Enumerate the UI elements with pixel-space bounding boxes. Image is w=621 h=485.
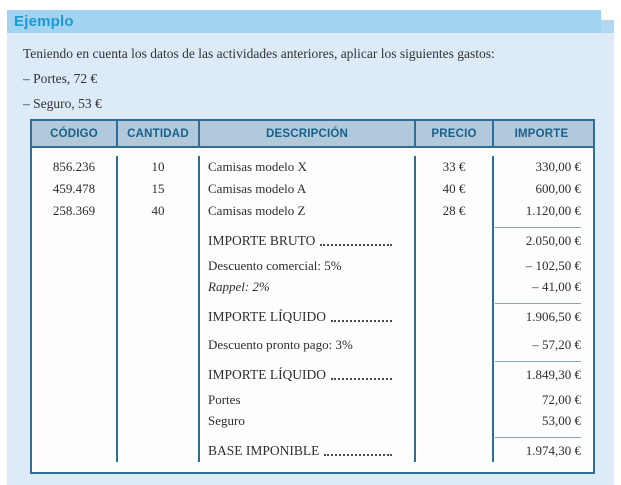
table-row-importe-liquido-1 (32, 298, 593, 328)
codigo-cell (32, 222, 116, 252)
table-row-importe-liquido-2 (32, 356, 593, 386)
cantidad-cell (116, 277, 198, 298)
cantidad-cell (116, 252, 198, 277)
header-band-corner-step (601, 20, 614, 33)
precio-cell (414, 298, 492, 328)
table-row-descuento-comercial (32, 252, 593, 277)
example-header-band (7, 10, 614, 33)
invoice-table (30, 119, 595, 474)
cantidad-cell (116, 432, 198, 462)
codigo-cell (32, 432, 116, 462)
sum-rule (495, 227, 581, 229)
descripcion-cell (198, 432, 414, 462)
codigo-cell (32, 252, 116, 277)
example-box (7, 10, 614, 485)
precio-cell: 28 € (414, 200, 492, 222)
table-row (32, 156, 593, 178)
codigo-cell (32, 328, 116, 356)
importe-cell: – 102,50 € (492, 252, 589, 277)
intro-text: Teniendo en cuenta los datos de las actividades anteriores, aplicar los siguientes gastos: (23, 46, 495, 61)
total-label: IMPORTE LÍQUIDO (208, 367, 327, 382)
cantidad-cell: 15 (116, 178, 198, 200)
importe-cell (492, 356, 589, 386)
table-header-row (32, 121, 593, 148)
importe-cell: – 41,00 € (492, 277, 589, 298)
table-row-portes (32, 386, 593, 411)
table-row-descuento-pronto-pago (32, 328, 593, 356)
codigo-cell: 258.369 (52, 203, 96, 218)
importe-value: 1.974,30 € (525, 443, 581, 458)
cantidad-cell (116, 356, 198, 386)
descripcion-cell: Seguro (198, 411, 414, 432)
table-row (32, 178, 593, 200)
header-cantidad: CANTIDAD (116, 121, 198, 146)
descripcion-cell: Camisas modelo Z (198, 200, 414, 222)
cantidad-cell (116, 386, 198, 411)
codigo-cell (32, 386, 116, 411)
precio-cell (414, 432, 492, 462)
precio-cell: 33 € (414, 156, 492, 178)
header-band-bar (7, 10, 601, 33)
descripcion-cell: Camisas modelo A (198, 178, 414, 200)
cantidad-cell (116, 328, 198, 356)
table-body (32, 148, 593, 472)
descripcion-cell (198, 298, 414, 328)
table-row-rappel (32, 277, 593, 298)
cantidad-cell (116, 298, 198, 328)
cantidad-cell: 10 (116, 156, 198, 178)
descripcion-cell (198, 356, 414, 386)
importe-cell: 1.120,00 € (492, 200, 589, 222)
table-row (32, 200, 593, 222)
sum-rule (495, 437, 581, 439)
dotted-leader (331, 378, 392, 380)
precio-cell (414, 328, 492, 356)
descripcion-cell: Descuento comercial: 5% (198, 252, 414, 277)
dotted-leader (320, 244, 392, 246)
importe-cell: 330,00 € (492, 156, 589, 178)
importe-value: 1.849,30 € (525, 367, 581, 382)
bullet-seguro: – Seguro, 53 € (23, 96, 102, 111)
precio-cell (414, 277, 492, 298)
cantidad-cell: 40 (116, 200, 198, 222)
importe-cell: 53,00 € (492, 411, 589, 432)
table-row-base-imponible (32, 432, 593, 462)
precio-cell (414, 411, 492, 432)
importe-cell (492, 298, 589, 328)
total-label: IMPORTE LÍQUIDO (208, 309, 327, 324)
precio-cell (414, 252, 492, 277)
header-descripcion: DESCRIPCIÓN (198, 121, 414, 146)
descripcion-cell: Descuento pronto pago: 3% (198, 328, 414, 356)
total-label: IMPORTE BRUTO (208, 233, 316, 248)
dotted-leader (324, 454, 392, 456)
codigo-cell: 856.236 (52, 159, 96, 174)
precio-cell (414, 356, 492, 386)
codigo-cell: 459.478 (52, 181, 96, 196)
cantidad-cell (116, 222, 198, 252)
importe-cell (492, 432, 589, 462)
descripcion-cell: Camisas modelo X (198, 156, 414, 178)
total-label: BASE IMPONIBLE (208, 443, 320, 458)
descripcion-cell: Rappel: 2% (198, 277, 414, 298)
importe-cell: – 57,20 € (492, 328, 589, 356)
importe-cell (492, 222, 589, 252)
importe-value: 1.906,50 € (525, 309, 581, 324)
header-precio: PRECIO (414, 121, 492, 146)
descripcion-cell (198, 222, 414, 252)
dotted-leader (331, 320, 392, 322)
codigo-cell (32, 356, 116, 386)
table-row-importe-bruto (32, 222, 593, 252)
table-row-seguro (32, 411, 593, 432)
header-codigo: CÓDIGO (50, 127, 98, 140)
example-content (7, 33, 614, 485)
importe-value: 2.050,00 € (525, 233, 581, 248)
header-importe: IMPORTE (492, 121, 589, 146)
sum-rule (495, 303, 581, 305)
precio-cell: 40 € (414, 178, 492, 200)
precio-cell (414, 386, 492, 411)
descripcion-cell: Portes (198, 386, 414, 411)
codigo-cell (32, 277, 116, 298)
importe-cell: 600,00 € (492, 178, 589, 200)
importe-cell: 72,00 € (492, 386, 589, 411)
cantidad-cell (116, 411, 198, 432)
example-title: Ejemplo (14, 13, 74, 30)
sum-rule (495, 361, 581, 363)
bullet-portes: – Portes, 72 € (23, 71, 98, 86)
codigo-cell (32, 298, 116, 328)
precio-cell (414, 222, 492, 252)
codigo-cell (32, 411, 116, 432)
